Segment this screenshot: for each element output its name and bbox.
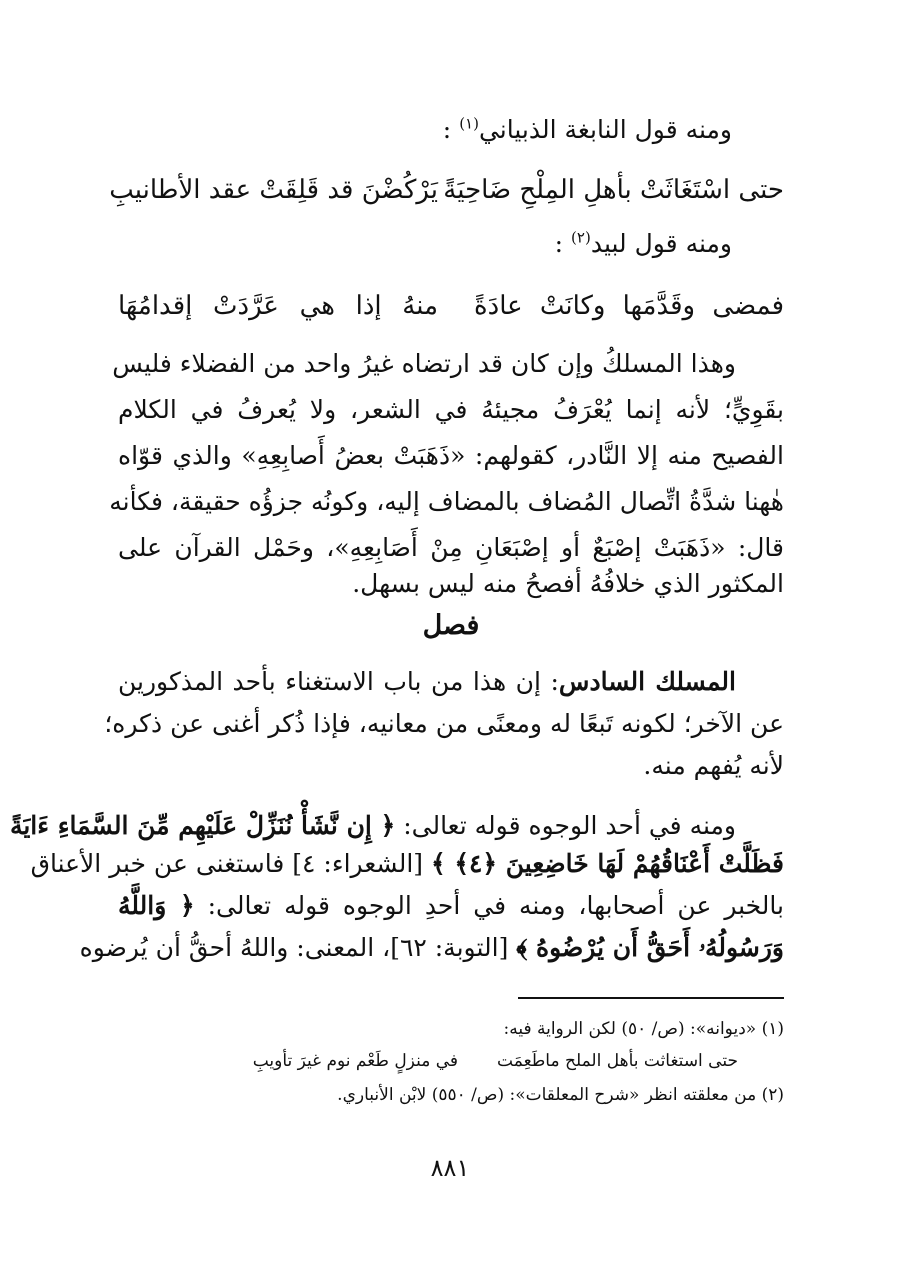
page-number: ٨٨١ <box>430 1154 470 1182</box>
verse-labid <box>118 286 784 326</box>
verse-labid-first-hemistich: فمضى وقَدَّمَها وكانَتْ عادَةً <box>474 291 784 321</box>
para1-line-3: الفصيح منه إلا النَّادر، كقولهم: «ذَهَبَتْ بعضُ أَصابِعِهِ» والذي قوّاه <box>118 441 784 470</box>
footnote-ref-1: (١) <box>459 114 479 133</box>
para3-line-2 <box>30 846 784 882</box>
quran-verse-shuara-end: فَظَلَّتْ أَعْنَاقُهُمْ لَهَا خَاضِعِينَ ﴿٤﴾ ﴾ <box>430 849 784 878</box>
quran-verse-shuara-start: ﴿ إِن نَّشَأْ نُنَزِّلْ عَلَيْهِم مِّنَ السَّمَاءِ ءَايَةً <box>9 811 396 840</box>
intro-nabigha-text: ومنه قول النابغة الذبياني <box>478 115 732 144</box>
footnote-1: (١) «ديوانه»: (ص/ ٥٠) لكن الرواية فيه: <box>503 1019 784 1039</box>
verse-nabigha-first-hemistich: حتى اسْتَغَاثَتْ بأهلِ المِلْحِ ضَاحِيَةً <box>443 175 784 205</box>
para2-line-1-rest: : إن هذا من باب الاستغناء بأحد المذكورين <box>118 667 559 696</box>
intro-labid-colon: : <box>554 229 564 258</box>
verse-nabigha-second-hemistich: يَرْكُضْنَ قد قَلِقَتْ عقد الأطانيبِ <box>109 175 438 205</box>
para3-line-2-text: [الشعراء: ٤] فاستغنى عن خبر الأعناق <box>30 849 424 878</box>
para3-line-1-text: ومنه في أحد الوجوه قوله تعالى: <box>403 811 736 840</box>
para3-line-1 <box>9 808 736 844</box>
para3-line-3-text: بالخبر عن أصحابها، ومنه في أحدِ الوجوه قوله تعالى: <box>207 891 784 920</box>
intro-labid-line <box>118 226 732 262</box>
footnote-1-verse-first-hemistich: حتى استغاثت بأهل الملح ماطَعِمَت <box>497 1051 738 1071</box>
para1-line-2: بقَوِيٍّ؛ لأنه إنما يُعْرَفُ مجيئهُ في الشعر، ولا يُعرفُ في الكلام <box>118 395 784 424</box>
section-heading: فصل <box>422 610 480 641</box>
intro-nabigha-colon: : <box>442 115 452 144</box>
verse-nabigha <box>109 170 784 210</box>
intro-nabigha-line <box>118 112 732 148</box>
footnote-1-verse <box>178 1048 738 1074</box>
para1-line-1: وهذا المسلكُ وإن كان قد ارتضاه غيرُ واحد من الفضلاء فليس <box>112 349 736 378</box>
para2-line-2: عن الآخر؛ لكونه تَبعًا له ومعنًى من معانيه، فإذا ذُكر أغنى عن ذكره؛ <box>104 709 784 738</box>
footnote-1-verse-second-hemistich: في منزلٍ طَعْم نوم غيرَ تأويبِ <box>252 1051 458 1071</box>
quran-verse-tawba-end: وَرَسُولُهُۥ أَحَقُّ أَن يُرْضُوهُ ﴾ <box>516 933 784 962</box>
footnote-2: (٢) من معلقته انظر «شرح المعلقات»: (ص/ ٥٥٠) لابْن الأنباري. <box>337 1085 784 1105</box>
intro-labid-text: ومنه قول لبيد <box>590 229 732 258</box>
para3-line-4 <box>79 930 784 966</box>
para2-line-1 <box>118 664 736 700</box>
para2-line-3: لأنه يُفهم منه. <box>643 751 784 780</box>
footnote-separator <box>518 997 784 999</box>
para1-line-4: هٰهنا شدَّةُ اتِّصال المُضاف بالمضاف إليه، وكونُه جزؤُه حقيقة، فكأنه <box>109 487 784 516</box>
footnote-ref-2: (٢) <box>571 228 591 247</box>
para2-lead: المسلك السادس <box>558 667 736 696</box>
para1-line-5: قال: «ذَهَبَتْ إصْبَعٌ أو إصْبَعَانِ مِنْ أَصَابِعِهِ»، وحَمْل القرآن على <box>118 533 784 562</box>
para3-line-3 <box>118 888 784 924</box>
para1-line-6: المكثور الذي خلافُهُ أفصحُ منه ليس بسهل. <box>352 569 784 598</box>
para3-line-4-text: [التوبة: ٦٢]، المعنى: واللهُ أحقُّ أن يُرضوه <box>79 933 509 962</box>
quran-verse-tawba-start: ﴿ وَاللَّهُ <box>118 891 195 920</box>
verse-labid-second-hemistich: منهُ إذا هي عَرَّدَتْ إقدامُهَا <box>118 291 438 321</box>
page-body <box>9 0 784 1271</box>
